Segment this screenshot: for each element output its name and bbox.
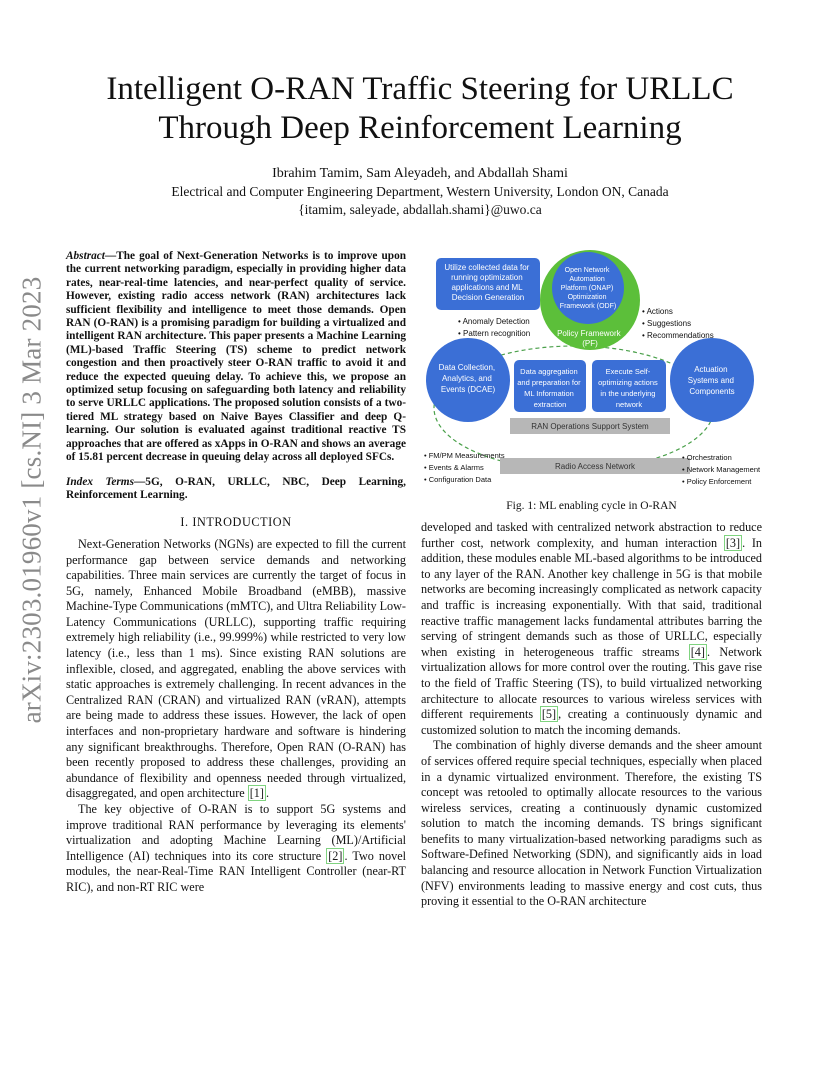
policy-text: Policy Framework (PF) [557, 329, 621, 348]
bullets-bottom-left: • FM/PM Measurements • Events & Alarms • Configuration Data [424, 451, 505, 484]
affiliation: Electrical and Computer Engineering Department, Western University, London ON, Canada [171, 184, 669, 199]
right-text-1d: , creating a continuously dynamic and customized solution to match the incoming demands. [421, 707, 763, 737]
arxiv-watermark [2, 276, 62, 724]
figure-ml-cycle [424, 248, 760, 488]
onap-text: Open Network Automation Platform (ONAP) Optimization Framework (ODF) [559, 267, 617, 310]
email: {itamim, saleyade, abdallah.shami}@uwo.ca [298, 202, 542, 217]
authors: Ibrahim Tamim, Sam Aleyadeh, and Abdallah Shami [272, 166, 568, 181]
right-paragraph-1 [421, 520, 762, 738]
citation-link[interactable]: [4] [690, 644, 705, 659]
title-line-1: Intelligent O-RAN Traffic Steering for URLLC [106, 71, 734, 107]
diagram-svg [424, 248, 760, 488]
bullets-bottom-right: • Orchestration • Network Management • Policy Enforcement [682, 453, 760, 486]
left-column [66, 250, 406, 896]
bullets-top-left: • Anomaly Detection • Pattern recognition [458, 317, 531, 338]
bullets-top-right: • Actions • Suggestions • Recommendations [642, 307, 714, 340]
utilize-text: Utilize collected data for running optimization applications and ML Decision Generation [444, 263, 530, 302]
citation-link[interactable]: [3] [725, 535, 741, 550]
section-heading: I. INTRODUCTION [180, 515, 292, 530]
ros-text: RAN Operations Support System [531, 422, 649, 431]
ran-text: Radio Access Network [554, 462, 636, 471]
abstract-text: —The goal of Next-Generation Networks is to improve upon the current networking paradigm, especially in providing higher data rates, near-real-time latencies, and near-perfect quality of service. However, existing radio access network (RAN) architectures lack sufficient flexibility and intelligence to meet those demands. Open RAN (O-RAN) is a promising paradigm for building a virtualized and intelligent RAN architecture. This paper presents a Machine Learning (ML)-based Traffic Steering (TS) scheme to predict network congestion and then proactively steer O-RAN traffic to avoid it and reduce the expected queuing delay. To achieve this, we propose an optimized setup focusing on safeguarding both latency and reliability to serve URLLC applications. The proposed solution consists of a two-tiered ML strategy based on Naive Bayes Classifier and deep Q-learning. Our solution is evaluated against traditional reactive TS approaches that are offered as xApps in O-RAN and shows an average of 15.81 percent decrease in queuing delay across all deployed SFCs. [66, 250, 406, 464]
index-terms-text: —5G, O-RAN, URLLC, NBC, Deep Learning, Reinforcement Learning. [66, 475, 406, 501]
right-column [421, 520, 762, 910]
intro-text-1: Next-Generation Networks (NGNs) are expected to fill the current performance gap between service demands and networking capabilities. Three main services are currently the target of focus in 5G, namely, Enhanced Mobile Broadband (eMBB), massive Machine-Type Communications (mMTC), and Ultra Reliability Low-Latency Communications (URLLC), supporting traffic requiring extremely high reliability (i.e., 99.999%) while restricted to very low latency (i.e., less than 1 ms). Since existing RAN solutions are inflexible, closed, and aggregated, enabling the above services with static approaches is extremely challenging. In recent advances in the Centralized RAN (CRAN) and virtualized RAN (vRAN), attempts are being made to address these issues. However, the lack of open interfaces and non-proprietary hardware and software is hindering any significant breakthroughs. Therefore, Open RAN (O-RAN) has been recently proposed to address these challenges, providing an abundance of flexibility and openness needed through virtualized, disaggregated, and open architecture [66, 536, 406, 801]
aggregation-text: Data aggregation and preparation for ML Information extraction [517, 367, 581, 409]
index-terms-label: Index Terms [66, 475, 134, 488]
right-paragraph-2: The combination of highly diverse demands and the sheer amount of services offered require special techniques, especially when placed in a dynamic virtualized environment. Therefore, the existing TS concept was retooled to optimally allocate resources to the various wireless services, creating a continuously dynamic customized solution to match the incoming demands. TS brings significant benefits to many virtualization-based networking paradigms such as Software-Defined Networking (SDN), and significantly aids in load balancing and resource allocation in Network Function Virtualization (NFV) environments leading to massive energy and cost cuts, thus proving it essential to the O-RAN architecture [421, 738, 762, 909]
right-text-1b: . In addition, these modules enable ML-based algorithms to be introduced to any layer of the RAN. Another key challenge in 5G is that mobile networks are becoming increasingly complicated as network capacity and traffic is increasing exponentially. With that said, traditional reactive traffic management lacks fundamental attributes barring the serving of stringent demands such as those of URLLC, especially when existing in heterogeneous traffic streams [421, 535, 763, 659]
citation-link[interactable]: [1] [249, 786, 264, 801]
intro-text-2a: The key objective of O-RAN is to support 5G systems and improve traditional RAN performance by leveraging its elements' virtualization and adopting Machine Learning (ML)/Artificial Intelligence (AI) techniques into its core structure [66, 802, 406, 863]
actuation-text: Actuation Systems and Components [687, 365, 735, 396]
intro-text-2b: . Two novel modules, the near-Real-Time RAN Intelligent Controller (near-RT RIC), and non-RT RIC were [66, 848, 406, 894]
abstract [66, 250, 406, 465]
title-line-2: Through Deep Reinforcement Learning [158, 110, 682, 146]
right-text-1a: developed and tasked with centralized network abstraction to reduce further cost, network complexity, and human interaction [421, 520, 762, 550]
execute-text: Execute Self- optimizing actions in the underlying network [598, 367, 658, 409]
intro-paragraph-2 [66, 802, 406, 896]
dcae-text: Data Collection, Analytics, and Events (DCAE) [438, 363, 496, 394]
abstract-label: Abstract [66, 250, 105, 262]
arxiv-id-text: arXiv:2303.01960v1 [cs.NI] 3 Mar 2023 [16, 276, 47, 724]
index-terms [66, 476, 406, 503]
citation-link[interactable]: [5] [541, 707, 557, 722]
paper-title [70, 70, 770, 148]
intro-paragraph-1: Next-Generation Networks (NGNs) are expected to fill the current performance gap between service demands and networking capabilities. Three main services are currently the target of focus in 5G, namely, Enhanced Mobile Broadband (eMBB), massive Machine-Type Communications (mMTC), and Ultra Reliability Low-Latency Communications (URLLC), supporting traffic requiring extremely high reliability (i.e., 99.999%) while restricted to very low latency (i.e., less than 1 ms). Since existing RAN solutions are inflexible, closed, and aggregated, enabling the above services with static approaches is extremely challenging. In recent advances in the Centralized RAN (CRAN) and virtualized RAN (vRAN), attempts are being made to address these issues. However, the lack of open interfaces and non-proprietary hardware and software is hindering any significant breakthroughs. Therefore, Open RAN (O-RAN) has been recently proposed to address these challenges, providing an abundance of flexibility and openness needed through virtualized, disaggregated, and open architecture [1] . [66, 536, 406, 801]
citation-link[interactable]: [2] [328, 848, 343, 863]
figure-caption: Fig. 1: ML enabling cycle in O-RAN [506, 500, 677, 512]
right-text-1c: . Network virtualization allows for more control over the routing. This gave rise to the field of Traffic Steering (TS), to build virtualized networking architecture to allocate resources to various wireless services with different requirements [421, 644, 762, 722]
